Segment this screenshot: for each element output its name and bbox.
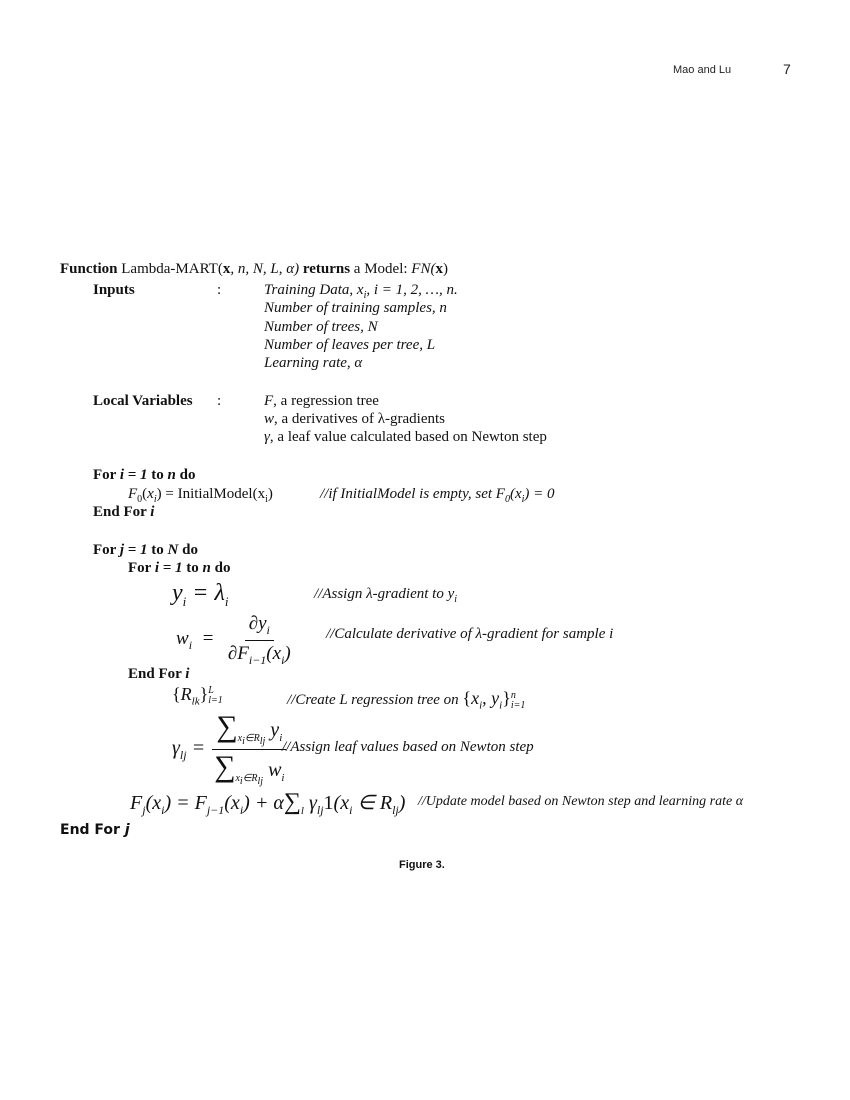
loop1-end: End For i xyxy=(93,504,155,520)
regions-comment: //Create L regression tree on {$x_i$, $y_i$} n i=1 xyxy=(287,688,526,712)
inputs-label: Inputs xyxy=(93,282,135,298)
local-colon: : xyxy=(217,393,222,409)
input-num-leaves: Number of leaves per tree, L xyxy=(264,337,436,353)
input-learning-rate: Learning rate, α xyxy=(264,355,363,371)
loop2-header: For j = 1 to N do xyxy=(93,542,198,558)
loop1-body: $F_0(x_i)$ = $InitialModel(x_i)$ xyxy=(128,486,273,505)
equation-regions: $\{R_{lk}\}$ L l=1 xyxy=(172,684,223,708)
local-var-gamma: γ, a leaf value calculated based on Newton step xyxy=(264,429,547,445)
equation-assign-lambda: $y_i = \lambda_i$ xyxy=(172,580,229,609)
equation-leaf-value: $\gamma_{lj}$ = $\frac{\sum_{x_i\in R_{lj}} y_i}{\sum_{x_i\in R_{lj}} w_i}$ xyxy=(172,710,285,787)
equation-update-model: $F_j(x_i) = F_{j-1}(x_i) + \alpha\sum_l$ $\gamma_{lj}1(x_i$ ∈ $R_{lj}$) xyxy=(130,789,406,817)
local-var-f: F, a regression tree xyxy=(264,393,379,409)
input-num-trees: Number of trees, N xyxy=(264,319,378,335)
running-header-authors: Mao and Lu xyxy=(673,64,732,76)
equation-derivative: $w_i$ = $\frac{\partial y_i}{\partial F_{i-1}(x_i)}$ xyxy=(176,613,291,667)
local-var-w: w, a derivatives of λ-gradients xyxy=(264,411,445,427)
leaf-value-comment: //Assign leaf values based on Newton step xyxy=(282,739,534,755)
input-num-samples: Number of training samples, n xyxy=(264,300,447,316)
input-training-data: Training Data, $x_i$, i = 1, 2, …, n. xyxy=(264,282,458,301)
inner-loop-header: For i = 1 to n do xyxy=(128,560,231,576)
derivative-comment: //Calculate derivative of λ-gradient for sample i xyxy=(326,626,614,642)
inner-loop-end: End For i xyxy=(128,666,190,682)
page-number: 7 xyxy=(783,61,791,77)
local-variables-label: Local Variables xyxy=(93,393,193,409)
loop2-end: End For j xyxy=(60,822,130,838)
function-signature: Function Lambda-MART(x, n, N, L, α) returns a Model: FN(x) xyxy=(60,261,448,277)
loop1-header: For i = 1 to n do xyxy=(93,467,196,483)
inputs-colon: : xyxy=(217,282,222,298)
figure-caption: Figure 3. xyxy=(399,859,445,871)
assign-lambda-comment: //Assign λ-gradient to $y_i$ xyxy=(314,586,458,605)
loop1-comment: //if InitialModel is empty, set $F_0(x_i) = 0$ xyxy=(320,486,555,505)
update-model-comment: //Update model based on Newton step and learning rate α xyxy=(418,794,744,809)
